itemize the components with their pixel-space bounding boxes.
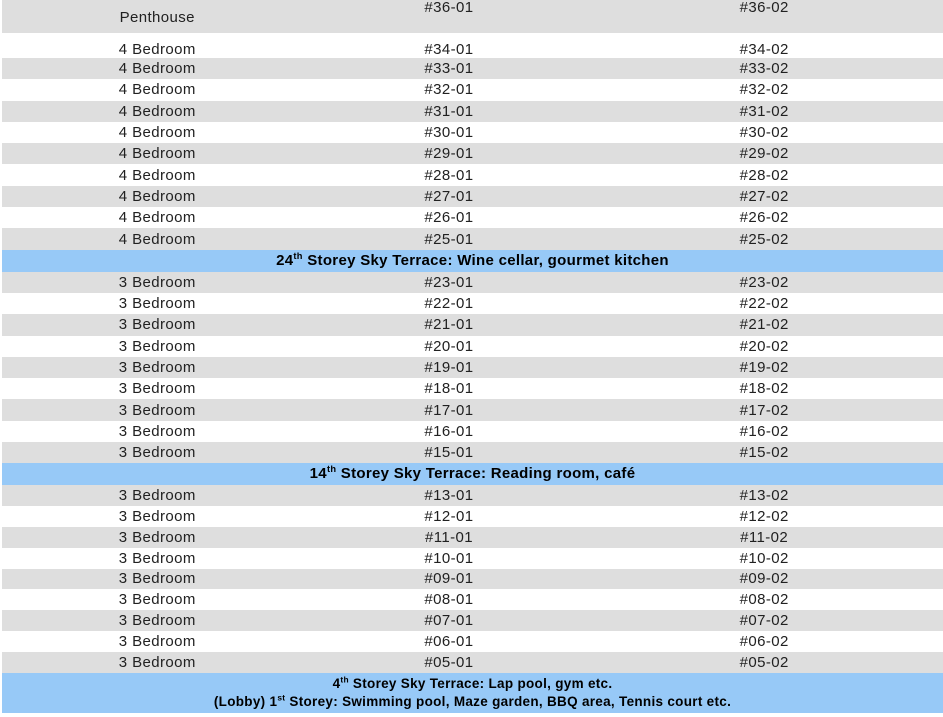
unit-row bbox=[2, 652, 943, 673]
unit-row bbox=[2, 610, 943, 631]
unit-row bbox=[2, 79, 943, 100]
banner-text-segment: 24 bbox=[276, 251, 294, 269]
banner-text-segment: (Lobby) 1 bbox=[213, 693, 278, 709]
unit-number-cell-02: #21-02 bbox=[739, 316, 789, 334]
unit-number-cell-02: #34-02 bbox=[739, 40, 789, 58]
unit-type-cell: 3 Bedroom bbox=[118, 632, 196, 650]
unit-number-cell-02: #19-02 bbox=[739, 359, 789, 376]
unit-number-cell-02: #07-02 bbox=[739, 612, 789, 630]
unit-number-cell-01: #30-01 bbox=[424, 124, 474, 142]
unit-mix-table bbox=[2, 0, 943, 717]
unit-number-cell-02: #29-02 bbox=[739, 145, 789, 163]
unit-row bbox=[2, 631, 943, 652]
unit-number-cell-01: #33-01 bbox=[424, 60, 474, 78]
unit-number-cell-02: #32-02 bbox=[739, 81, 789, 99]
unit-type-cell: 3 Bedroom bbox=[118, 337, 196, 355]
unit-number-cell-01: #28-01 bbox=[424, 166, 474, 184]
unit-number-cell-01: #21-01 bbox=[424, 316, 474, 334]
unit-row bbox=[2, 485, 943, 506]
unit-type-cell: 3 Bedroom bbox=[118, 549, 196, 567]
sky-terrace-banner bbox=[2, 250, 943, 272]
unit-row bbox=[2, 207, 943, 228]
unit-number-cell-01: #22-01 bbox=[424, 295, 474, 313]
unit-row bbox=[2, 293, 943, 314]
ordinal-suffix: th bbox=[340, 674, 349, 685]
unit-number-cell-02: #23-02 bbox=[739, 273, 789, 291]
unit-row bbox=[2, 589, 943, 610]
unit-number-cell-01: #11-01 bbox=[424, 528, 473, 546]
unit-row bbox=[2, 378, 943, 399]
unit-number-cell-02: #05-02 bbox=[739, 653, 789, 671]
unit-number-cell-01: #31-01 bbox=[424, 102, 474, 120]
unit-number-cell-02: #15-02 bbox=[739, 444, 789, 462]
unit-number-cell-01: #25-01 bbox=[424, 230, 474, 248]
unit-type-cell: 4 Bedroom bbox=[118, 60, 196, 78]
unit-number-cell-01: #23-01 bbox=[424, 273, 474, 291]
unit-number-cell-02: #36-02 bbox=[739, 0, 789, 16]
banner-text-segment: Storey Sky Terrace: Wine cellar, gourmet kitchen bbox=[302, 251, 669, 269]
unit-number-cell-02: #31-02 bbox=[739, 102, 789, 120]
unit-number-cell-02: #12-02 bbox=[739, 508, 789, 526]
unit-number-cell-01: #06-01 bbox=[424, 632, 474, 650]
amenities-banner-line bbox=[2, 675, 943, 693]
unit-type-cell: 3 Bedroom bbox=[118, 508, 196, 526]
unit-row bbox=[2, 122, 943, 143]
unit-number-cell-02: #25-02 bbox=[739, 230, 789, 248]
unit-type-cell: 4 Bedroom bbox=[118, 124, 196, 142]
unit-number-cell-02: #22-02 bbox=[739, 295, 789, 313]
sky-terrace-banner bbox=[2, 463, 943, 485]
unit-row bbox=[2, 506, 943, 527]
sky-terrace-banner-text bbox=[2, 252, 943, 270]
unit-number-cell-01: #26-01 bbox=[424, 209, 474, 227]
unit-number-cell-02: #06-02 bbox=[739, 632, 789, 650]
ground-amenities-banner bbox=[2, 673, 943, 713]
unit-number-cell-01: #09-01 bbox=[424, 570, 474, 588]
unit-number-cell-01: #08-01 bbox=[424, 591, 474, 609]
ordinal-suffix: th bbox=[293, 250, 303, 261]
unit-row bbox=[2, 186, 943, 207]
unit-row bbox=[2, 33, 943, 58]
unit-number-cell-02: #16-02 bbox=[739, 422, 789, 440]
unit-number-cell-01: #20-01 bbox=[424, 337, 474, 355]
unit-number-cell-02: #11-02 bbox=[740, 528, 789, 546]
unit-type-cell: 3 Bedroom bbox=[118, 380, 196, 398]
bottom-margin bbox=[2, 713, 943, 717]
unit-number-cell-02: #30-02 bbox=[739, 124, 789, 142]
unit-type-cell: 3 Bedroom bbox=[118, 422, 196, 440]
unit-number-cell-02: #13-02 bbox=[739, 487, 789, 505]
unit-row bbox=[2, 228, 943, 249]
unit-type-cell: 4 Bedroom bbox=[118, 40, 196, 58]
unit-row bbox=[2, 527, 943, 548]
unit-number-cell-01: #13-01 bbox=[424, 487, 474, 505]
unit-number-cell-01: #19-01 bbox=[424, 359, 474, 376]
unit-number-cell-02: #17-02 bbox=[739, 401, 789, 419]
unit-number-cell-02: #18-02 bbox=[739, 380, 789, 398]
unit-number-cell-01: #36-01 bbox=[424, 0, 474, 16]
unit-number-cell-02: #33-02 bbox=[739, 60, 789, 78]
banner-text-segment: Storey: Swimming pool, Maze garden, BBQ area, Tennis court etc. bbox=[285, 693, 732, 709]
unit-number-cell-02: #28-02 bbox=[739, 166, 789, 184]
unit-type-cell: 3 Bedroom bbox=[118, 273, 196, 291]
unit-row bbox=[2, 442, 943, 463]
unit-type-cell: 4 Bedroom bbox=[118, 145, 196, 163]
unit-type-cell: 3 Bedroom bbox=[118, 295, 196, 313]
unit-number-cell-01: #29-01 bbox=[424, 145, 474, 163]
banner-text-segment: Storey Sky Terrace: Reading room, café bbox=[336, 465, 636, 483]
unit-number-cell-02: #27-02 bbox=[739, 187, 789, 205]
unit-type-cell: 3 Bedroom bbox=[118, 316, 196, 334]
unit-row bbox=[2, 164, 943, 185]
unit-number-cell-02: #09-02 bbox=[739, 570, 789, 588]
unit-row bbox=[2, 143, 943, 164]
unit-row bbox=[2, 314, 943, 335]
unit-number-cell-02: #26-02 bbox=[739, 209, 789, 227]
unit-type-cell: 3 Bedroom bbox=[118, 591, 196, 609]
unit-number-cell-01: #07-01 bbox=[424, 612, 474, 630]
unit-number-cell-01: #15-01 bbox=[424, 444, 474, 462]
amenities-banner-line bbox=[2, 693, 943, 711]
unit-type-cell: 4 Bedroom bbox=[118, 81, 196, 99]
unit-type-cell: 3 Bedroom bbox=[118, 444, 196, 462]
unit-number-cell-01: #10-01 bbox=[424, 549, 474, 567]
unit-number-cell-02: #20-02 bbox=[739, 337, 789, 355]
unit-number-cell-01: #18-01 bbox=[424, 380, 474, 398]
unit-type-cell: 4 Bedroom bbox=[118, 187, 196, 205]
unit-number-cell-01: #16-01 bbox=[424, 422, 474, 440]
unit-row bbox=[2, 58, 943, 79]
unit-row bbox=[2, 548, 943, 569]
unit-row bbox=[2, 569, 943, 590]
banner-text-segment: 14 bbox=[309, 465, 327, 483]
unit-row bbox=[2, 399, 943, 420]
ordinal-suffix: st bbox=[277, 692, 286, 703]
banner-text-segment: Storey Sky Terrace: Lap pool, gym etc. bbox=[348, 675, 613, 691]
unit-row bbox=[2, 336, 943, 357]
unit-type-cell: 3 Bedroom bbox=[118, 570, 196, 588]
unit-row bbox=[2, 357, 943, 378]
unit-row bbox=[2, 421, 943, 442]
unit-type-cell: Penthouse bbox=[119, 9, 195, 26]
unit-number-cell-02: #08-02 bbox=[739, 591, 789, 609]
unit-type-cell: 3 Bedroom bbox=[118, 359, 196, 376]
unit-number-cell-01: #12-01 bbox=[424, 508, 474, 526]
unit-row bbox=[2, 0, 943, 33]
unit-number-cell-01: #27-01 bbox=[424, 187, 474, 205]
unit-type-cell: 3 Bedroom bbox=[118, 528, 196, 546]
unit-type-cell: 4 Bedroom bbox=[118, 230, 196, 248]
unit-number-cell-01: #34-01 bbox=[424, 40, 474, 58]
unit-type-cell: 4 Bedroom bbox=[118, 166, 196, 184]
unit-number-cell-01: #17-01 bbox=[424, 401, 474, 419]
unit-row bbox=[2, 272, 943, 293]
unit-number-cell-01: #32-01 bbox=[424, 81, 474, 99]
unit-row bbox=[2, 101, 943, 122]
sky-terrace-banner-text bbox=[2, 465, 943, 483]
unit-type-cell: 3 Bedroom bbox=[118, 653, 196, 671]
unit-type-cell: 4 Bedroom bbox=[118, 209, 196, 227]
unit-number-cell-01: #05-01 bbox=[424, 653, 474, 671]
unit-type-cell: 3 Bedroom bbox=[118, 401, 196, 419]
banner-text-segment: 4 bbox=[332, 675, 341, 691]
unit-type-cell: 3 Bedroom bbox=[118, 487, 196, 505]
unit-number-cell-02: #10-02 bbox=[739, 549, 789, 567]
ordinal-suffix: th bbox=[326, 464, 337, 475]
unit-type-cell: 3 Bedroom bbox=[118, 612, 196, 630]
unit-type-cell: 4 Bedroom bbox=[118, 102, 196, 120]
